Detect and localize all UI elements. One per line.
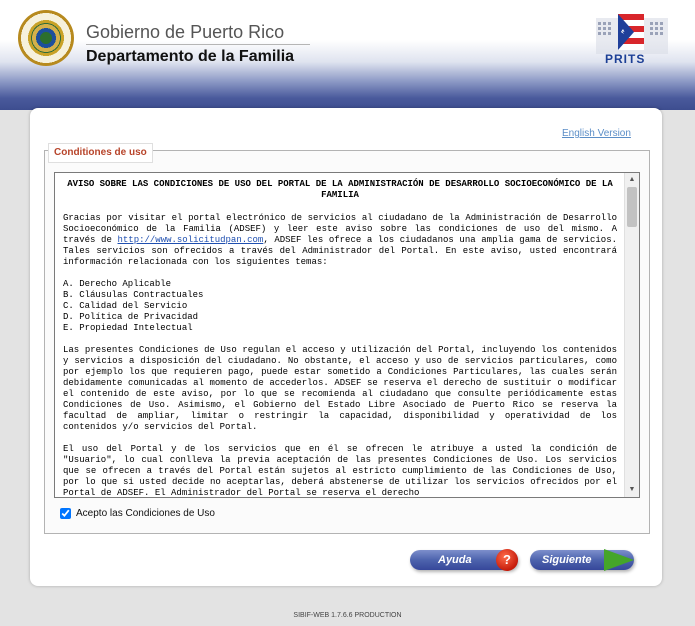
main-card (30, 108, 662, 586)
usage-paragraph: El uso del Portal y de los servicios que en él se ofrecen le atribuye a usted la condición de "Usuario", lo cual conlleva la previa aceptación de las presentes Condiciones de Uso. Los servicios que se ofrecen a través del Portal están sujetos al estricto cumplimiento de las Condiciones de Uso, por lo que si usted decide no aceptarlas, deberá abstenerse de utilizar los servicios ofrecidos por el Portal de ADSEF. El Administrador del Portal se reserva el derecho (63, 444, 617, 497)
terms-document[interactable] (54, 172, 640, 498)
scrollbar-thumb[interactable] (627, 187, 637, 227)
scroll-up-arrow-icon[interactable]: ▲ (628, 176, 636, 183)
panel-legend: Conditiones de uso (48, 143, 153, 163)
next-arrow-icon (604, 549, 634, 571)
document-scrollbar[interactable] (624, 173, 639, 497)
solicitudpan-link[interactable]: http://www.solicitudpan.com (117, 235, 264, 245)
page-header (0, 0, 695, 110)
list-item: D. Política de Privacidad (63, 312, 199, 322)
header-divider (86, 44, 310, 45)
list-item: C. Calidad del Servicio (63, 301, 188, 311)
help-question-icon: ? (496, 549, 518, 571)
footer-version: SIBIF-WEB 1.7.6.6 PRODUCTION (293, 612, 402, 619)
help-button[interactable] (410, 550, 518, 570)
list-item: B. Cláusulas Contractuales (63, 290, 204, 300)
document-title: AVISO SOBRE LAS CONDICIONES DE USO DEL PORTAL DE LA ADMINISTRACIÓN DE DESARROLLO SOCIOECONÓMICO DE LA FAMILIA (67, 179, 613, 200)
accept-terms-row[interactable] (60, 508, 215, 519)
help-button-label: Ayuda (438, 554, 472, 566)
next-button[interactable] (530, 550, 634, 570)
conditions-paragraph: Las presentes Condiciones de Uso regulan el acceso y utilización del Portal, incluyendo los contenidos y servicios a disposición del ciudadano. No obstante, el acceso y uso de servicios particulares, como por ejemplo los que requieren pago, puede estar sometido a Condiciones Particulares, las cuales serán debidamente comunicadas al momento de accederlos. ADSEF se reserva el derecho de sustituir o modificar el contenido de este aviso, por lo que se recomienda al ciudadano que consulte periódicamente estas Condiciones de Uso. Asimismo, el Gobierno del Estado Libre Asociado de Puerto Rico se reserva la facultad de ampliar, limitar o restringir la capacidad, disponibilidad y operatividad de los contenidos y/o servicios del Portal. (63, 345, 617, 432)
accept-terms-label: Acepto las Condiciones de Uso (76, 508, 215, 519)
prits-logo-text: PRITS (605, 52, 646, 66)
scroll-down-arrow-icon[interactable]: ▼ (628, 486, 636, 493)
seal-emblem-icon (30, 22, 62, 54)
government-title: Gobierno de Puerto Rico (86, 22, 285, 42)
terms-text (55, 173, 623, 497)
list-item: E. Propiedad Intelectual (63, 323, 193, 333)
department-title: Departamento de la Familia (86, 48, 295, 65)
list-item: A. Derecho Aplicable (63, 279, 172, 289)
accept-terms-checkbox[interactable] (60, 508, 71, 519)
english-version-link[interactable]: English Version (562, 128, 631, 139)
intro-paragraph (63, 213, 617, 268)
intro-text-start: Gracias por visitar el portal electrónico de servicios al ciudadano de la Administración de Desarrollo Socioeconómico de la Familia (ADSEF) y leer este aviso sobre las condiciones de uso del mismo. A través de (63, 213, 617, 245)
intro-text-end: , ADSEF les ofrece a los ciudadanos una amplia gama de servicios. Tales servicios son ofrecidos a través del Administrador del Portal. En este aviso, usted encontrará información relacionada con los siguientes temas: (63, 235, 618, 267)
next-button-label: Siguiente (542, 554, 592, 566)
topics-list (63, 279, 617, 334)
